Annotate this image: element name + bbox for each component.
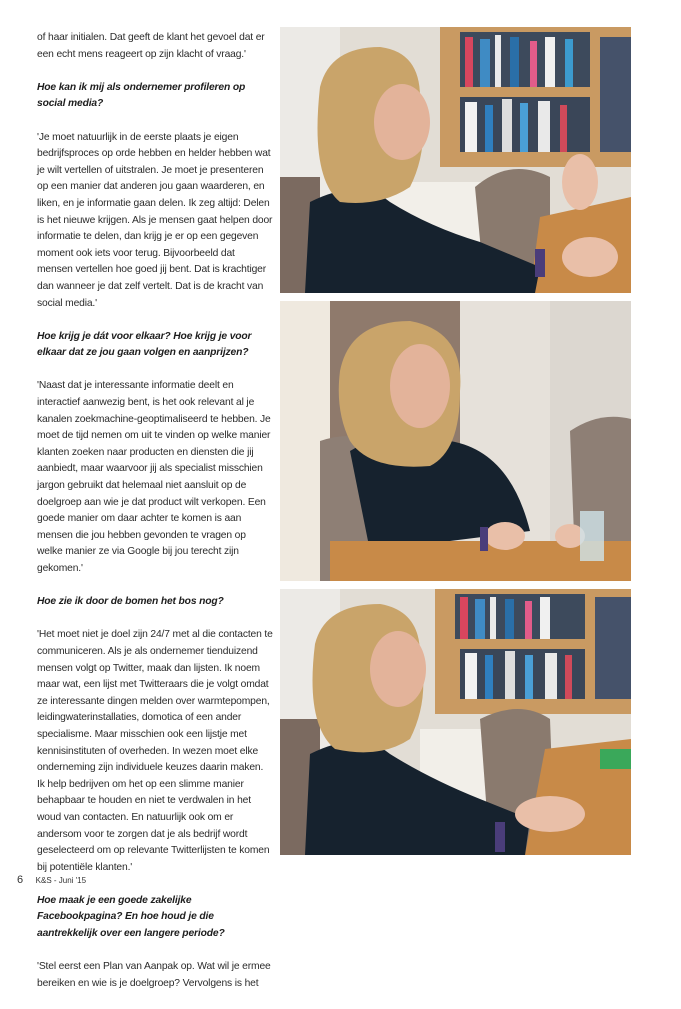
photo-woman-gesturing-bookshelf (280, 27, 631, 293)
answer-paragraph: 'Je moet natuurlijk in de eerste plaats je eigen bedrijfsproces op orde hebben en helder hebben wat je wilt vertellen of uitstralen. Je moet je presenteren op een manier dat anderen jou gaan waarderen, en liken, en je informatie gaan delen. Ik zeg altijd: Delen is het nieuwe krijgen. Als je mensen gaat helpen door informatie te delen, dan krijg je er op een gegeven moment ook iets voor terug. Bijvoorbeeld dat mensen vertellen hoe goed jij bent. Dat is krachtiger dan wanneer je dat zelf vertelt. Dat is de kracht van social media.' (37, 131, 273, 309)
answer-paragraph: of haar initialen. Dat geeft de klant het gevoel dat er een echt mens reageert op zijn klacht of vraag.' (37, 32, 265, 60)
article-text-column (37, 30, 273, 1009)
answer-paragraph: 'Het moet niet je doel zijn 24/7 met al die contacten te communiceren. Als je als ondernemer tienduizend mensen volgt op Twitter, maak dan lijsten. Ik noem maar wat, een lijst met Twitteraars die je volgt omdat ze interessante dingen melden over warmtepompen, leidingwaterinstallaties, domotica of een ander specialisme. Maar misschien ook een lijstje met kennisinstituten of overheden. In wezen moet elke onderneming zijn individuele keuzes daarin maken. Ik help bedrijven om het op een slimme manier behapbaar te houden en niet te verdwalen in het woud van contacten. En natuurlijk ook om er andersom voor te zorgen dat je als bedrijf wordt geselecteerd om op relevante Twitterlijsten te komen bij potentiële klanten.' (37, 629, 273, 873)
page-number: 6 (17, 874, 24, 886)
answer-paragraph: 'Naast dat je interessante informatie deelt en interactief aanwezig bent, is het ook relevant al je kanalen zoekmachine-geoptimaliseerd te hebben. Je moet de tijd nemen om uit te vinden op welke manier klanten zoeken naar producten en diensten die jij aanbiedt, maar waarvoor jij als specialist misschien jargon gebruikt dat helemaal niet aansluit op de doelgroep aan wie je dat product wilt verkopen. Een goede manier om daar achter te komen is aan mensen die jou hebben gevonden te vragen op welke manier ze via Google bij jou terecht zijn gekomen.' (37, 380, 271, 574)
interview-question: Hoe krijg je dát voor elkaar? Hoe krijg je voor elkaar dat ze jou gaan volgen en aanprijzen? (37, 330, 252, 359)
interview-question: Hoe maak je een goede zakelijke Facebookpagina? En hoe houd je die aantrekkelijk over een langere periode? (37, 894, 225, 940)
photo-woman-seated-at-table (280, 301, 631, 581)
answer-paragraph: 'Stel eerst een Plan van Aanpak op. Wat wil je ermee bereiken en wie is je doelgroep? Vervolgens is het (37, 961, 271, 989)
page-footer (17, 874, 86, 886)
photo-woman-explaining-bookshelf (280, 589, 631, 855)
interview-question: Hoe kan ik mij als ondernemer profileren op social media? (37, 81, 246, 110)
magazine-issue: K&S - Juni '15 (35, 876, 87, 885)
interview-question: Hoe zie ik door de bomen het bos nog? (37, 596, 224, 608)
